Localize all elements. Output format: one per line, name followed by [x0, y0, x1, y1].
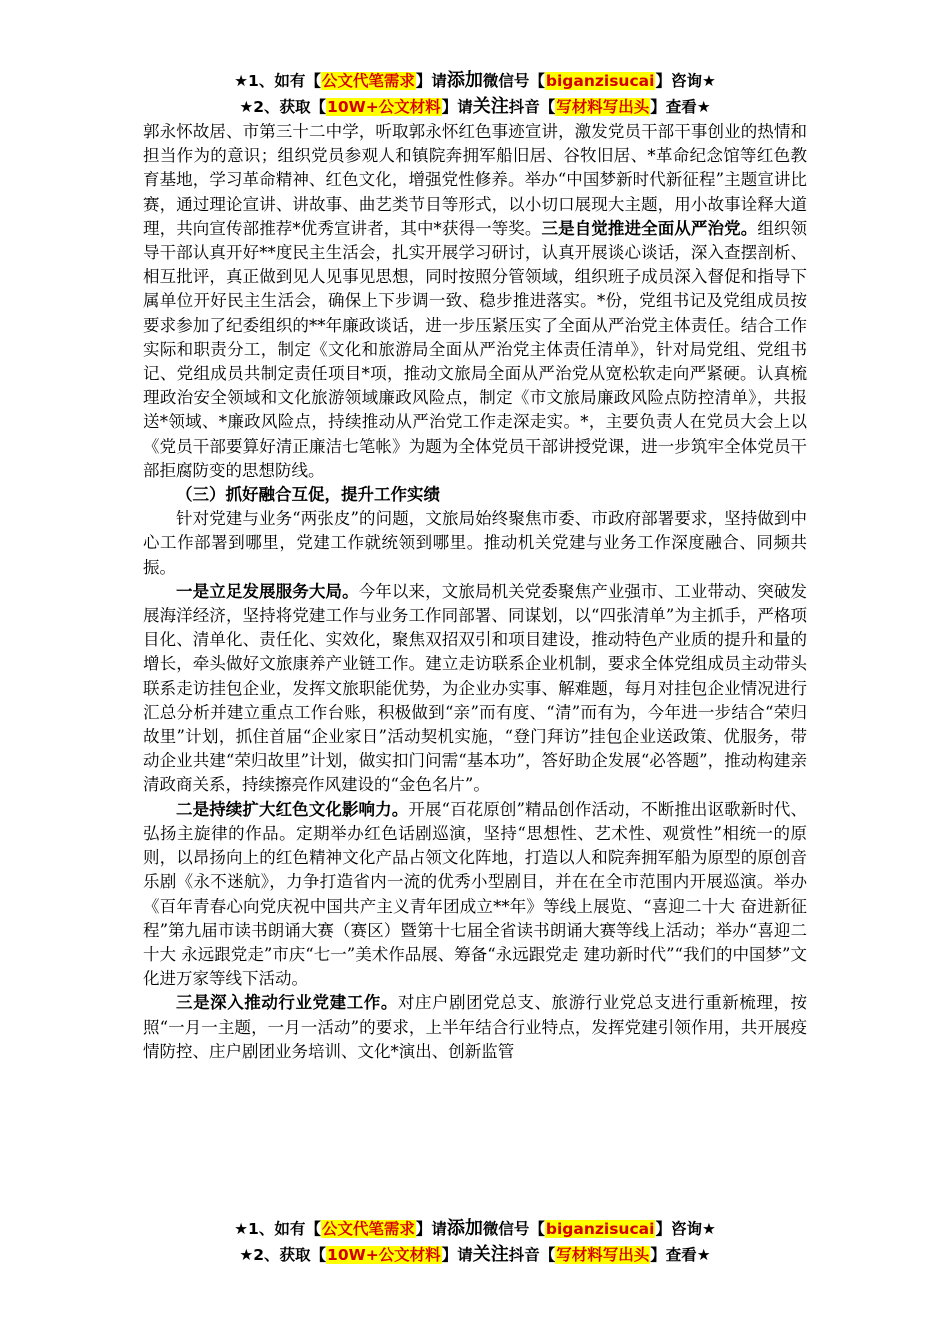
- highlight-douyin: 写材料写出头: [556, 1246, 650, 1264]
- promo-line-1: ★1、如有【公文代笔需求】请添加微信号【biganzisucai】咨询★: [234, 70, 716, 91]
- highlight-wechat-id: biganzisucai: [545, 1220, 655, 1238]
- paragraph-three: 三是深入推动行业党建工作。对庄户剧团党总支、旅游行业党总支进行重新梳理，按照“一月一主题，一月一活动”的要求，上半年结合行业特点，发挥党建引领作用，共开展疫情防控、庄户剧团业务培训、文化*演出、创新监管: [143, 993, 808, 1061]
- paragraph-continuation: 郭永怀故居、市第三十二中学，听取郭永怀红色事迹宣讲，激发党员干部干事创业的热情和担当作为的意识；组织党员参观人和镇院奔拥军船旧居、谷牧旧居、*革命纪念馆等红色教育基地，学习革命精神、红色文化，增强党性修养。举办“中国梦新时代新征程”主题宣讲比赛，通过理论宣讲、讲故事、曲艺类节目等形式，以小切口展现大主题，用小故事诠释大道理，共向宣传部推荐*优秀宣讲者，其中*获得一等奖。三是自觉推进全面从严治党。组织领导干部认真开好**度民主生活会，扎实开展学习研讨，认真开展谈心谈话，深入查摆剖析、相互批评，真正做到见人见事见思想，同时按照分管领域，组织班子成员深入督促和指导下属单位开好民主生活会，确保上下步调一致、稳步推进落实。*份，党组书记及党组成员按要求参加了纪委组织的**年廉政谈话，进一步压紧压实了全面从严治党主体责任。结合工作实际和职责分工，制定《文化和旅游局全面从严治党主体责任清单》，针对局党组、党组书记、党组成员共制定责任项目*项，推动文旅局全面从严治党从宽松软走向严紧硬。认真梳理政治安全领域和文化旅游领域廉政风险点，制定《市文旅局廉政风险点防控清单》，共报送*领域、*廉政风险点，持续推动从严治党工作走深走实。*，主要负责人在党员大会上以《党员干部要算好清正廉洁七笔帐》为题为全体党员干部讲授党课，进一步筑牢全体党员干部拒腐防变的思想防线。: [143, 122, 808, 480]
- highlight-wechat-id: biganzisucai: [545, 72, 655, 90]
- paragraph-lead: 一是立足发展服务大局。: [176, 581, 359, 601]
- promo-line-2: ★2、获取【10W+公文材料】请关注抖音【写材料写出头】查看★: [239, 1244, 711, 1265]
- section-heading: （三）抓好融合互促，提升工作实绩: [176, 485, 440, 505]
- promo-banner-top: [0, 68, 950, 120]
- highlight-douyin: 写材料写出头: [556, 98, 650, 116]
- paragraph-lead: 二是持续扩大红色文化影响力。: [176, 799, 409, 819]
- highlight-materials: 10W+公文材料: [327, 98, 441, 116]
- highlight-materials: 10W+公文材料: [327, 1246, 441, 1264]
- document-body: [143, 120, 807, 1064]
- paragraph-lead: 三是自觉推进全面从严治党。: [541, 218, 758, 238]
- promo-banner-bottom: [0, 1216, 950, 1268]
- highlight-service: 公文代笔需求: [321, 1220, 415, 1238]
- paragraph-one: 一是立足发展服务大局。今年以来，文旅局机关党委聚焦产业强市、工业带动、突破发展海洋经济，坚持将党建工作与业务工作同部署、同谋划，以“四张清单”为主抓手，严格项目化、清单化、责任化、实效化，聚焦双招双引和项目建设，推动特色产业质的提升和量的增长，牵头做好文旅康养产业链工作。建立走访联系企业机制，要求全体党组成员主动带头联系走访挂包企业，发挥文旅职能优势，为企业办实事、解难题，每月对挂包企业情况进行汇总分析并建立重点工作台账，积极做到“亲”而有度、“清”而有为，今年进一步结合“荣归故里”计划，抓住首届“企业家日”活动契机实施，“登门拜访”挂包企业送政策、优服务，带动企业共建“荣归故里”计划，做实扣门问需“基本功”，答好助企发展“必答题”，推动构建亲清政商关系，持续擦亮作风建设的“金色名片”。: [143, 581, 808, 795]
- highlight-service: 公文代笔需求: [321, 72, 415, 90]
- paragraph-intro: 针对党建与业务“两张皮”的问题，文旅局始终聚焦市委、市政府部署要求，坚持做到中心工作部署到哪里，党建工作就统领到哪里。推动机关党建与业务工作深度融合、同频共振。: [143, 509, 807, 577]
- promo-line-2: ★2、获取【10W+公文材料】请关注抖音【写材料写出头】查看★: [239, 96, 711, 117]
- paragraph-two: 二是持续扩大红色文化影响力。开展“百花原创”精品创作活动，不断推出讴歌新时代、弘扬主旋律的作品。定期举办红色话剧巡演，坚持“思想性、艺术性、观赏性”相统一的原则，以昂扬向上的红色精神文化产品占领文化阵地，打造以人和院奔拥军船为原型的原创音乐剧《永不迷航》，力争打造省内一流的优秀小型剧目，并在在全市范围内开展巡演。举办《百年青春心向党庆祝中国共产主义青年团成立**年》等线上展览、“喜迎二十大 奋进新征程”第九届市读书朗诵大赛（赛区）暨第十七届全省读书朗诵大赛等线上活动；举办“喜迎二十大 永远跟党走”市庆“七一”美术作品展、筹备“永远跟党走 建功新时代”“我们的中国梦”文化进万家等线下活动。: [143, 799, 808, 989]
- paragraph-lead: 三是深入推动行业党建工作。: [176, 993, 398, 1013]
- promo-line-1: ★1、如有【公文代笔需求】请添加微信号【biganzisucai】咨询★: [234, 1218, 716, 1239]
